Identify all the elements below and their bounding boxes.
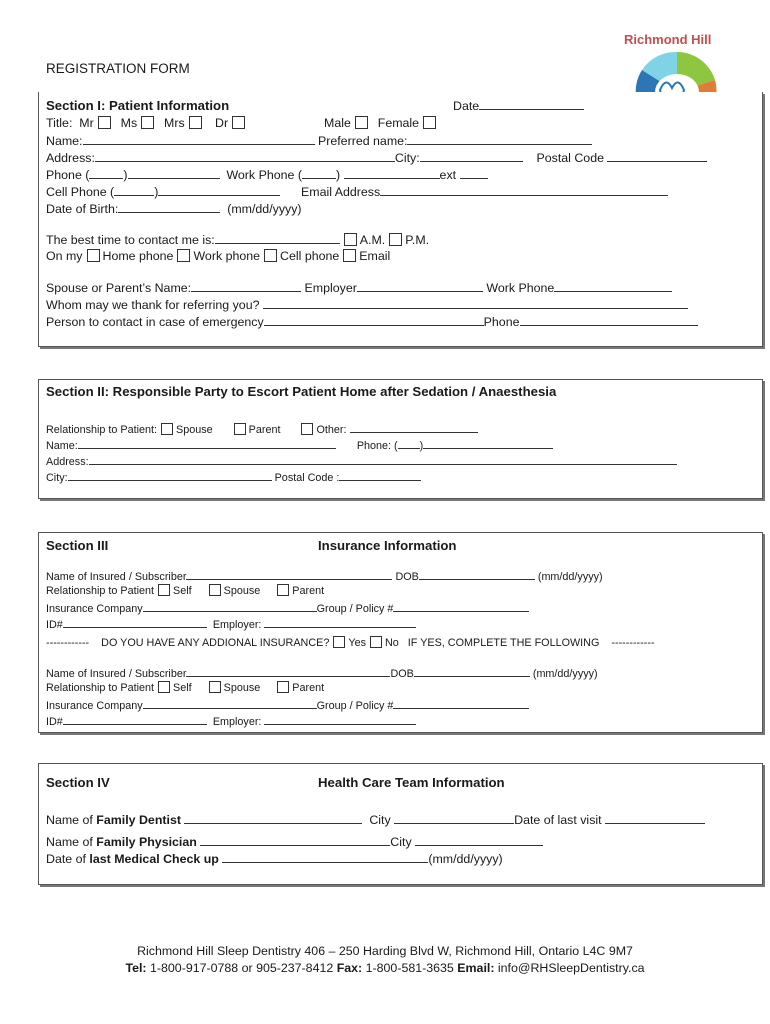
referral-row: Whom may we thank for referring you? <box>46 297 688 313</box>
date-field: Date <box>453 98 584 114</box>
pm-checkbox[interactable] <box>389 233 402 246</box>
footer-contact: Tel: 1-800-917-0788 or 905-237-8412 Fax: 1-800-581-3635 Email: info@RHSleepDentistry.ca <box>125 961 645 975</box>
section2-heading: Section II: Responsible Party to Escort Patient Home after Sedation / Anaesthesia <box>46 384 557 399</box>
s2-city-input[interactable] <box>68 469 272 481</box>
dentist-city-input[interactable] <box>394 812 514 824</box>
emergency-contact-input[interactable] <box>264 314 484 326</box>
section-insurance <box>38 532 763 733</box>
spouse-row: Spouse or Parent’s Name: Employer Work Phone <box>46 280 672 296</box>
s2-spouse-checkbox[interactable] <box>161 423 173 435</box>
s2-phone-input[interactable] <box>423 437 553 449</box>
work-phone-checkbox[interactable] <box>177 249 190 262</box>
male-checkbox[interactable] <box>355 116 368 129</box>
phone-input[interactable] <box>128 167 220 179</box>
name-input[interactable] <box>83 133 315 145</box>
work-area-input[interactable] <box>302 167 336 179</box>
name-row: Name: Preferred name: <box>46 133 592 149</box>
s3-insured-row: Name of Insured / Subscriber DOB (mm/dd/yyyy) <box>46 568 603 584</box>
form-title: REGISTRATION FORM <box>46 61 190 76</box>
section-responsible-party <box>38 379 763 499</box>
footer-address: Richmond Hill Sleep Dentistry 406 – 250 Harding Blvd W, Richmond Hill, Ontario L4C 9M7 <box>137 944 633 958</box>
s3b-id-row: ID# Employer: <box>46 713 416 729</box>
s3b-group-input[interactable] <box>393 697 529 709</box>
s3-relationship-row: Relationship to Patient Self Spouse Parent <box>46 585 325 597</box>
ext-input[interactable] <box>460 167 488 179</box>
dob-input[interactable] <box>118 201 220 213</box>
s2-postal-input[interactable] <box>339 469 421 481</box>
referral-input[interactable] <box>263 297 688 309</box>
s2-address-row: Address: <box>46 453 677 469</box>
section-patient-information <box>38 92 763 347</box>
s3b-self-checkbox[interactable] <box>158 681 170 693</box>
s2-relationship-row: Relationship to Patient: Spouse Parent Other: <box>46 421 478 437</box>
section4-heading-right: Health Care Team Information <box>318 775 505 790</box>
s2-city-row: City: Postal Code : <box>46 469 421 485</box>
address-input[interactable] <box>95 150 395 162</box>
am-checkbox[interactable] <box>344 233 357 246</box>
s3-dob-input[interactable] <box>419 568 535 580</box>
cell-phone-input[interactable] <box>158 184 280 196</box>
contact-method-row: On my Home phone Work phone Cell phone Email <box>46 249 391 263</box>
s2-phone-area-input[interactable] <box>398 437 420 449</box>
logo-brand-top: Richmond Hill <box>624 32 712 47</box>
s3-company-row: Insurance Company Group / Policy # <box>46 600 529 616</box>
title-mrs-checkbox[interactable] <box>189 116 202 129</box>
phone-row: Phone ( ) Work Phone ( ) ext <box>46 167 488 183</box>
address-row: Address: City: Postal Code <box>46 150 707 166</box>
cell-row: Cell Phone ( ) Email Address <box>46 184 668 200</box>
s3b-dob-input[interactable] <box>414 665 530 677</box>
s3-self-checkbox[interactable] <box>158 584 170 596</box>
spouse-work-phone-input[interactable] <box>554 280 672 292</box>
s3-company-input[interactable] <box>143 600 317 612</box>
best-time-input[interactable] <box>215 232 340 244</box>
s3b-insured-input[interactable] <box>186 665 390 677</box>
spouse-employer-input[interactable] <box>357 280 483 292</box>
checkup-row: Date of last Medical Check up (mm/dd/yyyy) <box>46 852 503 866</box>
emergency-row: Person to contact in case of emergency Phone <box>46 314 698 330</box>
s3b-company-row: Insurance Company Group / Policy # <box>46 697 529 713</box>
s3-spouse-checkbox[interactable] <box>209 584 221 596</box>
s3-id-input[interactable] <box>63 616 207 628</box>
s2-name-input[interactable] <box>78 437 336 449</box>
additional-yes-checkbox[interactable] <box>333 636 345 648</box>
section4-heading-left: Section IV <box>46 775 110 790</box>
additional-insurance-row: ------------ DO YOU HAVE ANY ADDIONAL INSURANCE? Yes No IF YES, COMPLETE THE FOLLOWING ------------ <box>46 637 655 649</box>
cell-phone-checkbox[interactable] <box>264 249 277 262</box>
s2-other-input[interactable] <box>350 421 478 433</box>
section3-heading-left: Section III <box>46 538 109 553</box>
dob-row: Date of Birth: (mm/dd/yyyy) <box>46 202 302 216</box>
title-dr-checkbox[interactable] <box>232 116 245 129</box>
gender-row: Male Female <box>324 116 439 131</box>
best-time-row: The best time to contact me is: A.M. P.M. <box>46 233 430 247</box>
physician-row: Name of Family Physician City <box>46 834 543 850</box>
physician-city-input[interactable] <box>415 834 543 846</box>
s2-name-row: Name: Phone: ( ) <box>46 437 553 453</box>
date-input[interactable] <box>479 98 584 110</box>
section-health-care-team <box>38 763 763 885</box>
s3b-id-input[interactable] <box>63 713 207 725</box>
s3b-relationship-row: Relationship to Patient Self Spouse Parent <box>46 682 325 694</box>
s3b-spouse-checkbox[interactable] <box>209 681 221 693</box>
cell-area-input[interactable] <box>114 184 154 196</box>
preferred-name-input[interactable] <box>407 133 592 145</box>
s3-parent-checkbox[interactable] <box>277 584 289 596</box>
s3-employer-input[interactable] <box>264 616 416 628</box>
additional-no-checkbox[interactable] <box>370 636 382 648</box>
city-input[interactable] <box>420 150 523 162</box>
section1-heading: Section I: Patient Information <box>46 98 230 113</box>
s3b-insured-row: Name of Insured / Subscriber DOB (mm/dd/yyyy) <box>46 665 598 681</box>
s3-insured-input[interactable] <box>186 568 392 580</box>
s2-other-checkbox[interactable] <box>301 423 313 435</box>
checkup-date-input[interactable] <box>222 851 428 863</box>
physician-name-input[interactable] <box>200 834 390 846</box>
section3-heading-right: Insurance Information <box>318 538 457 553</box>
email-checkbox[interactable] <box>343 249 356 262</box>
s2-parent-checkbox[interactable] <box>234 423 246 435</box>
last-visit-input[interactable] <box>605 812 705 824</box>
postal-code-input[interactable] <box>607 150 707 162</box>
emergency-phone-input[interactable] <box>520 314 698 326</box>
s2-address-input[interactable] <box>89 453 677 465</box>
work-phone-input[interactable] <box>344 167 440 179</box>
title-row: Title: Mr Ms Mrs Dr <box>46 116 248 131</box>
s3b-parent-checkbox[interactable] <box>277 681 289 693</box>
title-ms-checkbox[interactable] <box>141 116 154 129</box>
title-mr-checkbox[interactable] <box>98 116 111 129</box>
dentist-name-input[interactable] <box>184 812 362 824</box>
female-checkbox[interactable] <box>423 116 436 129</box>
phone-area-input[interactable] <box>89 167 123 179</box>
s3-group-input[interactable] <box>393 600 529 612</box>
spouse-name-input[interactable] <box>191 280 301 292</box>
home-phone-checkbox[interactable] <box>87 249 100 262</box>
dentist-row: Name of Family Dentist City Date of last visit <box>46 812 705 828</box>
s3b-employer-input[interactable] <box>264 713 416 725</box>
s3-id-row: ID# Employer: <box>46 616 416 632</box>
s3b-company-input[interactable] <box>143 697 317 709</box>
email-input[interactable] <box>380 184 668 196</box>
